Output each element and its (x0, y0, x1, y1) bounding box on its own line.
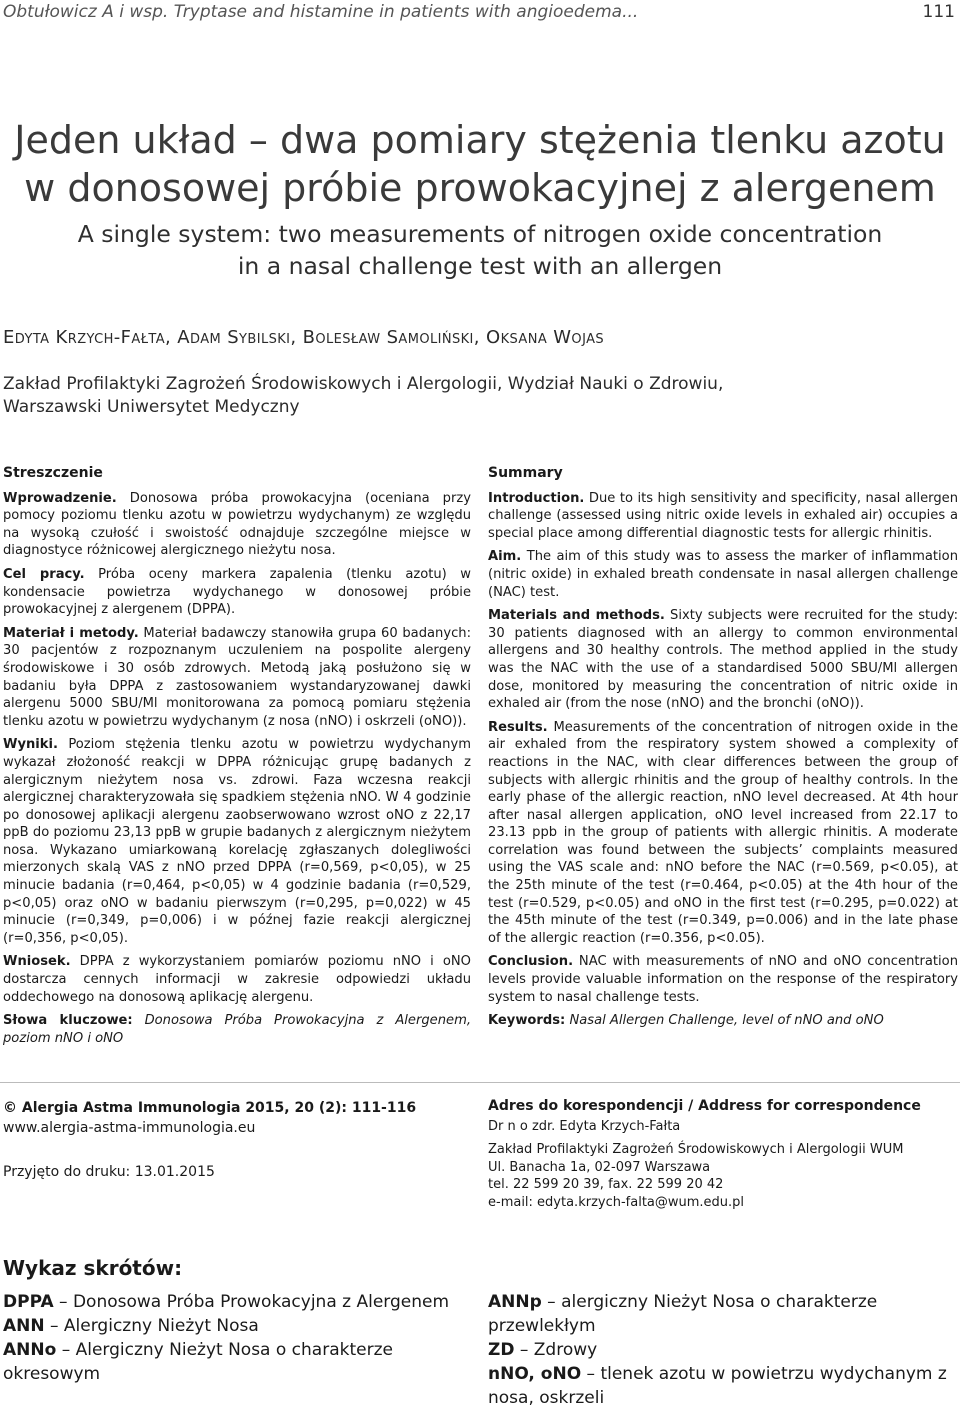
paragraph-text: Poziom stężenia tlenku azotu w powietrzu wydychanym wykazał złożoność reakcji w DPPA różnicując grupę badanych z alergicznym nieżytem nosa vs. zdrowi. Faza wczesna reakcji alergicznej charakteryzowała się spadkiem stężenia nNO. W 4 godzinie po donosowej aplikacji alergenu zaobserwowano wzrost oNO z 22,17 ppB do poziomu 23,13 ppB w grupie badanych z alergicznym nieżytem nosa. Wykazano umiarkowaną korelację zgłaszanych dolegliwości mierzonych skalą VAS z nNO przed DPPA (r=0,569, p<0,05), w 25 minucie badania (r=0,464, p<0,05) w 4 godzinie badania (r=0,529, p<0,05) oraz oNO w badaniu pierwszym (r=0,295, p=0,022) w 45 minucie (r=0,349, p=0,006) i w późnej fazie reakcji alergicznej (r=0,356, p<0,05). (3, 737, 471, 946)
affiliation-line: Zakład Profilaktyki Zagrożeń Środowiskowych i Alergologii, Wydział Nauki o Zdrowiu, (3, 374, 724, 394)
correspondence-heading: Adres do korespondencji / Address for correspondence (488, 1098, 921, 1114)
running-head-citation: Obtułowicz A i wsp. Tryptase and histamine in patients with angioedema... (3, 2, 639, 22)
keywords-label: Keywords: (488, 1013, 566, 1029)
paragraph-lead: Wprowadzenie. (3, 490, 117, 506)
paragraph-lead: Wyniki. (3, 737, 58, 753)
abstract-polish-heading: Streszczenie (3, 465, 103, 481)
paragraph-text: Materiał badawczy stanowiła grupa 60 badanych: 30 pacjentów z rozpoznanym uczuleniem na pospolite alergeny środowiskowe i 30 osób zdrowych. Metodą jaką posłużono się w badaniu była DPPA z zastosowaniem wystandaryzowanej dawki alergenu 5000 SBU/Ml monitorowana za pomocą pomiaru stężenia tlenku azotu w powietrzu wydychanym (z nosa (nNO) i oskrzeli (oNO)). (3, 625, 471, 729)
abbreviation-item (3, 1290, 473, 1314)
abbreviation-term: ANNp (488, 1292, 542, 1312)
abbreviation-def: – Zdrowy (514, 1340, 598, 1360)
abbreviation-term: ANNo (3, 1340, 57, 1360)
abbreviation-item (488, 1362, 958, 1410)
affiliation-line: Warszawski Uniwersytet Medyczny (3, 397, 300, 417)
correspondence-name: Dr n o zdr. Edyta Krzych-Fałta (488, 1118, 681, 1134)
abstract-paragraph (3, 953, 471, 1006)
abstract-paragraph (488, 490, 958, 543)
journal-citation: © Alergia Astma Immunologia 2015, 20 (2): 111-116 (3, 1100, 417, 1116)
abstract-paragraph (488, 719, 958, 948)
divider (0, 1082, 960, 1083)
abbreviations-left (3, 1290, 473, 1386)
abbreviation-item (488, 1338, 958, 1362)
abbreviations-heading: Wykaz skrótów: (3, 1256, 183, 1280)
page-number: 111 (922, 2, 955, 22)
abbreviation-def: – tlenek azotu w powietrzu wydychanym z nosa, oskrzeli (488, 1364, 947, 1408)
abstract-polish (3, 465, 471, 1053)
abbreviation-term: DPPA (3, 1292, 54, 1312)
paragraph-lead: Introduction. (488, 490, 585, 506)
paragraph-text: Próba oceny markera zapalenia (tlenku azotu) w kondensacie powietrza wydychanego w donosowej próbie prowokacyjnej z alergenem (DPPA). (3, 566, 471, 618)
paragraph-lead: Results. (488, 719, 548, 735)
paragraph-text: DPPA z wykorzystaniem pomiarów poziomu nNO i oNO dostarcza cennych informacji w zakresie odpowiedzi układu oddechowego na donosową aplikację alergenu. (3, 954, 471, 1005)
paragraph-lead: Conclusion. (488, 954, 574, 970)
title-polish (0, 116, 960, 212)
keywords (488, 1012, 958, 1030)
correspondence-line: Zakład Profilaktyki Zagrożeń Środowiskowych i Alergologii WUM (488, 1142, 904, 1157)
paragraph-text: NAC with measurements of nNO and oNO concentration levels provide valuable information on the response of the respiratory system to nasal challenge tests. (488, 954, 958, 1005)
abstract-paragraph (3, 736, 471, 947)
keywords-text: Nasal Allergen Challenge, level of nNO and oNO (565, 1013, 884, 1029)
abstract-paragraph (488, 953, 958, 1006)
correspondence-email[interactable]: e-mail: edyta.krzych-falta@wum.edu.pl (488, 1194, 745, 1210)
paragraph-lead: Materials and methods. (488, 608, 665, 624)
paragraph-text: Sixty subjects were recruited for the study: 30 patients diagnosed with an allergy to common environmental allergens and 30 healthy controls. The method applied in the study was the NAC with the use of a standardised 5000 SBU/Ml allergen dose, monitored by measuring the concentration of nitric oxide in exhaled air (from the nose (nNO) and the bronchi (oNO)). (488, 608, 958, 712)
abstract-paragraph (3, 490, 471, 560)
abbreviation-item (3, 1338, 473, 1386)
paragraph-lead: Aim. (488, 549, 522, 565)
title-polish-line: w donosowej próbie prowokacyjnej z alergenem (24, 166, 936, 210)
abbreviation-term: ZD (488, 1340, 515, 1360)
paragraph-lead: Wniosek. (3, 954, 71, 970)
correspondence-line: tel. 22 599 20 39, fax. 22 599 20 42 (488, 1177, 724, 1192)
paragraph-text: Measurements of the concentration of nitrogen oxide in the air exhaled from the respiratory system showed a complexity of reactions in the NAC, with clear differences between the group of subjects with allergic rhinitis and the group of healthy controls. In the early phase of the allergic reaction, nNO level decreased. At 4th hour after nasal allergen application, oNO level increased from 22.17 to 23.13 ppb in the group of patients with allergic rhinitis. A moderate correlation was found between the subjects’ complaints measured using the VAS scale and: nNO before the NAC (r=0.569, p<0.05), at the 25th minute of the test (r=0.464, p<0.05) at the 4th hour of the test (r=0.529, p<0.05) and oNO in the first test (r=0.295, p=0.022) at the 45th minute of the test (r=0.349, p=0.006) and in the late phase of the allergic reaction (r=0.356, p<0.05). (488, 719, 958, 946)
abbreviation-item (3, 1314, 473, 1338)
abbreviation-def: – Alergiczny Nieżyt Nosa (44, 1316, 259, 1336)
affiliation (3, 373, 943, 419)
correspondence (488, 1098, 958, 1211)
abstract-english-heading: Summary (488, 465, 563, 481)
abbreviations-right (488, 1290, 958, 1410)
authors: Edyta Krzych-Fałta, Adam Sybilski, Bolesław Samoliński, Oksana Wojas (3, 327, 605, 348)
title-english (0, 218, 960, 282)
abstract-paragraph (3, 566, 471, 619)
paragraph-text: The aim of this study was to assess the marker of inflammation (nitric oxide) in exhaled breath condensate in nasal allergen challenge (NAC) test. (488, 549, 958, 600)
abbreviation-def: – Alergiczny Nieżyt Nosa o charakterze okresowym (3, 1340, 393, 1384)
paragraph-lead: Cel pracy. (3, 566, 85, 582)
running-head (3, 2, 955, 22)
abstract-english (488, 465, 958, 1036)
publication-info (3, 1098, 473, 1182)
paragraph-lead: Materiał i metody. (3, 625, 139, 641)
title-english-line: A single system: two measurements of nitrogen oxide concentration (77, 220, 883, 248)
keywords-label: Słowa kluczowe: (3, 1013, 133, 1029)
title-english-line: in a nasal challenge test with an allergen (237, 252, 723, 280)
paragraph-text: Due to its high sensitivity and specificity, nasal allergen challenge (assessed using nitric oxide levels in exhaled air) occupies a special place among differential diagnostic tests for allergic rhinitis. (488, 490, 958, 541)
abbreviation-term: ANN (3, 1316, 45, 1336)
abstract-paragraph (488, 607, 958, 713)
abbreviation-def: – Donosowa Próba Prowokacyjna z Alergenem (53, 1292, 450, 1312)
received-date: Przyjęto do druku: 13.01.2015 (3, 1164, 215, 1180)
abbreviation-term: nNO, oNO (488, 1364, 582, 1384)
correspondence-line: Ul. Banacha 1a, 02-097 Warszawa (488, 1159, 711, 1175)
title-polish-line: Jeden układ – dwa pomiary stężenia tlenku azotu (14, 118, 946, 162)
title-block (0, 116, 960, 282)
paragraph-text: Donosowa próba prowokacyjna (oceniana przy pomocy poziomu tlenku azotu w powietrzu wydychanym) ze względu na wysoką czułość i swoistość odnajduje szczególne miejsce w diagnostyce różnicowej alergicznego nieżytu nosa. (3, 490, 471, 559)
keywords (3, 1012, 471, 1047)
abstract-paragraph (3, 625, 471, 731)
abbreviation-def: – alergiczny Nieżyt Nosa o charakterze przewlekłym (488, 1292, 878, 1336)
keywords-text: Donosowa Próba Prowokacyjna z Alergenem, poziom nNO i oNO (3, 1013, 471, 1046)
journal-url[interactable]: www.alergia-astma-immunologia.eu (3, 1120, 256, 1136)
abstract-paragraph (488, 548, 958, 601)
abbreviation-item (488, 1290, 958, 1338)
